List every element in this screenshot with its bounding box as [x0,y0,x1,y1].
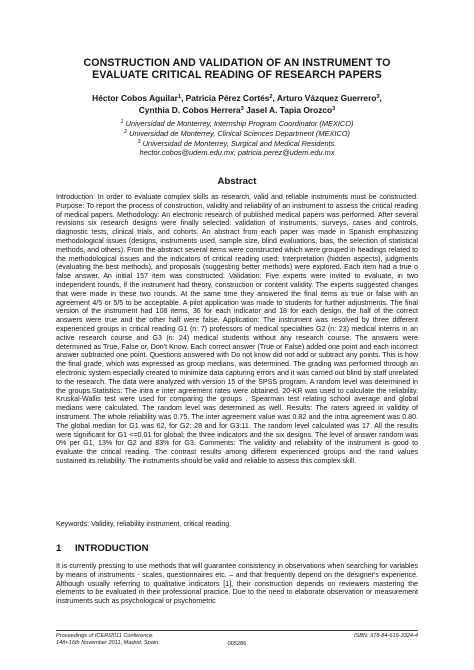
author-separator: , [379,93,382,103]
author-affiliation-mark: 3 [240,105,244,112]
section-title: INTRODUCTION [75,543,149,554]
title-line: EVALUATE CRITICAL READING OF RESEARCH PAPERS [92,69,382,81]
author-separator: , [181,93,186,103]
abstract-heading: Abstract [217,176,257,187]
abstract-text: Introduction: In order to evaluate complex skills as research, valid and reliable instruments must be constructed. Purpose: To report the process of construction, validity and reliability of an instrument to assess the critical reading of medical papers. Methodology: An electronic research of published medical papers was performed. After several revisions six research designs were finally selected: validation of instruments, surveys, cases and controls, diagnostic tests, clinical trials, and cohorts. An abstract from each paper was made in Spanish emphasizing methodological issues (designs, instruments used, sample size, blind evaluations, bias, the selection of statistical methods, and others). From the abstract several items were constructed which were grouped in headings related to the methodological issues and the indicators of critical reading used: Interpretation (hidden aspects), judgments (evaluating the best methods), and proposals (suggesting better methods) were explored. Each item had a true o false answer. An initial 157 item was constructed. Validation: Five experts were invited to evaluate, in two independent rounds, if the instrument had theory, construction or content validity. The experts suggested changes that were made in these two rounds. At the same time they answered the final items as true or false with an agreement 4/5 or 5/5 to be acceptable. A pilot application was made to students for further adjustments. The final version of the instrument had 108 items, 36 for each indicator and 18 for each design, the half of the correct answers were true and the other half were false. Application: The instrument was resolved by three different experienced groups in critical reading G1 (n: 7) professors of medical specialties G2 (n: 23) medical interns in an active research course and G3 (n: 24) medical students without any research course. The answers were determined as True, False or, Don't Know. Each correct answer (True or False) added one point and each incorrect answer subtracted one point. Questions answered with Do not know did not add or subtract any points. This is how the final grade, which was expressed as group medians, was determined. The grading was performed through an electronic system especially created to minimize data capturing errors and it was carried out blind by staff unrelated to the research. The data were analyzed with version 15 of the SPSS program. A random level was determined in the groups.Statistics: The intra e inter agreement rates were obtained. 20-KR was used to calculate the reliability. Kruskal-Wallis test were used for comparing the groups . Spearman test relating school average and global medians were calculated. The random level was determined as well. Results: The raters agreed in validity of instrument. The whole reliability was 0.75. The inter agreement value was 0.82 and the intra agreement was 0.80. The global median for G1 was 62, for G2: 28 and for G3:11. The random level calculated was 17. All the results were significant for G1 <=0.01 for global; the three indicators and the six designs. The level of answer random was 0% per G1, 13% for G2 and 83% for G3. Comments: The validity and reliability of the instrument is good to evaluate the critical reading. The contrast results among different experienced groups and the rand values sustained its reliability. The instruments should be valid and reliable to assess this complex skill. [56,193,418,465]
affiliation-text: Universidad de Monterrey, Surgical and Medical Residents. [142,138,337,148]
author-name: Patricia Pérez Cortés [185,93,270,103]
affiliation-mark: 1 [120,119,124,125]
keywords: Keywords: Validity, reliability instrument, critical reading. [56,520,232,528]
author-affiliation-mark: 2 [269,94,273,100]
author-affiliation-mark: 3 [376,94,380,100]
affiliation-item [40,129,434,139]
author-name: Cynthia D. Cobos Herrera [138,104,241,115]
affiliation-text: Universidad de Monterrey, Clinical Sciences Department (MEXICO) [129,128,350,138]
page-number: 005286 [227,641,247,647]
footer-isbn: ISBN: 978-84-615-3324-4 [353,633,418,639]
author-affiliation-mark: 3 [332,105,336,112]
footer-dates: 14th-16th November 2011, Madrid, Spain. [56,640,160,647]
affiliation-item [40,139,434,149]
footer-conference: Proceedings of ICERI2011 Conference. [56,633,154,639]
affiliation-text: Universidad de Monterrey, Internship Program Coordinator (MEXICO) [125,119,354,128]
author-separator: , [272,93,277,103]
paper-title [40,57,434,81]
title-line: CONSTRUCTION AND VALIDATION OF AN INSTRUMENT TO [83,57,391,69]
affiliation-item [40,119,434,129]
author-emails: hector.cobos@udem.edu.mx, patricia.perez@udem.edu.mx [139,148,335,158]
introduction-text: It is currently pressing to use methods that will guarantee consistency in observations when searching for variables by means of instruments - scales, questionnaires etc. – and that frequently depend on the designer's experience. Although usually referring to qualitative indicators [1], their construction depends on reviewers mastering the elements to be evaluated in their professional practice. Due to the need to elaborate observation or measurement instruments such as psychological or psychometric [56,562,418,606]
author-affiliation-mark: 1 [177,94,181,100]
author-name: Jasel A. Tapia Orozco [246,104,333,115]
author-name: Arturo Vázquez Guerrero [276,93,377,103]
affiliation-mark: 2 [124,128,128,135]
footer-divider [56,630,418,631]
author-list [40,93,434,116]
affiliation-list [40,119,434,158]
affiliation-mark: 3 [137,138,141,145]
footer-proceedings [56,633,196,647]
author-name: Héctor Cobos Aguilar [92,93,178,103]
section-number: 1 [56,543,62,554]
section-heading [56,543,418,554]
